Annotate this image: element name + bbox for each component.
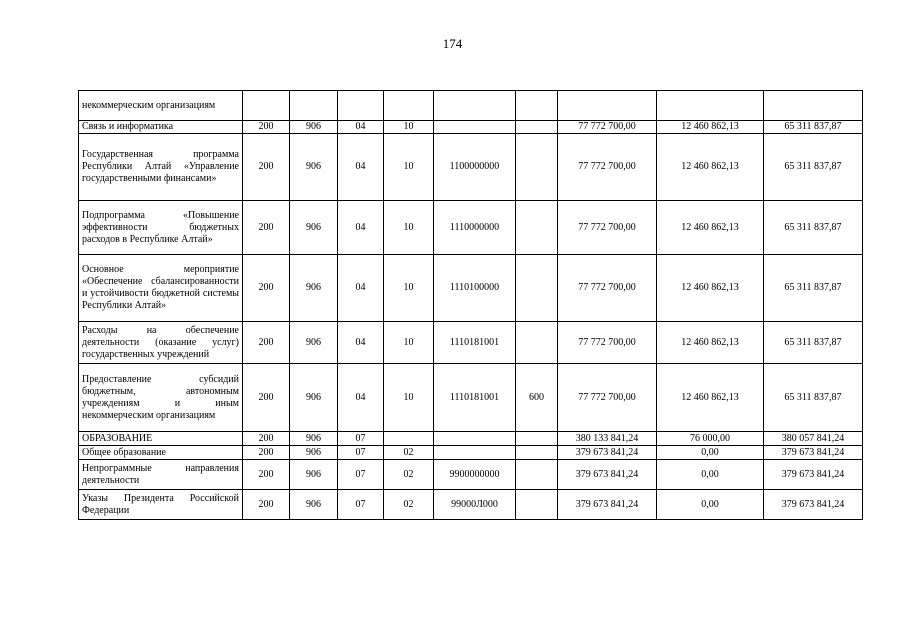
- table-row: [79, 322, 863, 364]
- row-value-cell: [516, 490, 558, 520]
- row-value-cell: 77 772 700,00: [558, 134, 657, 201]
- row-value-cell: 12 460 862,13: [657, 134, 764, 201]
- row-value-cell: [434, 121, 516, 134]
- row-value-cell: 65 311 837,87: [764, 134, 863, 201]
- row-name-cell: Расходы на обеспечение деятельности (оказание услуг) государственных учреждений: [79, 322, 243, 364]
- row-value-cell: 10: [384, 322, 434, 364]
- row-value-cell: 200: [243, 432, 290, 446]
- row-value-cell: 906: [290, 432, 338, 446]
- row-value-cell: 04: [338, 134, 384, 201]
- table-row: [79, 364, 863, 432]
- row-value-cell: [290, 91, 338, 121]
- row-value-cell: 77 772 700,00: [558, 364, 657, 432]
- row-value-cell: 65 311 837,87: [764, 255, 863, 322]
- table-row: [79, 460, 863, 490]
- row-value-cell: 906: [290, 121, 338, 134]
- row-value-cell: 200: [243, 364, 290, 432]
- row-value-cell: 76 000,00: [657, 432, 764, 446]
- row-value-cell: 906: [290, 446, 338, 460]
- row-value-cell: [516, 91, 558, 121]
- row-value-cell: 380 057 841,24: [764, 432, 863, 446]
- row-value-cell: 200: [243, 121, 290, 134]
- table-row: [79, 432, 863, 446]
- row-value-cell: 04: [338, 255, 384, 322]
- row-value-cell: 04: [338, 121, 384, 134]
- row-value-cell: [764, 91, 863, 121]
- row-value-cell: 380 133 841,24: [558, 432, 657, 446]
- row-name-cell: Предоставление субсидий бюджетным, автономным учреждениям и иным некоммерческим организациям: [79, 364, 243, 432]
- page-number: 174: [442, 36, 463, 51]
- row-value-cell: 200: [243, 460, 290, 490]
- row-value-cell: 0,00: [657, 460, 764, 490]
- row-value-cell: 379 673 841,24: [558, 490, 657, 520]
- row-value-cell: 02: [384, 490, 434, 520]
- row-value-cell: [243, 91, 290, 121]
- row-name-cell: некоммерческим организациям: [79, 91, 243, 121]
- table-row: [79, 201, 863, 255]
- table-body: [79, 91, 863, 520]
- row-value-cell: 65 311 837,87: [764, 121, 863, 134]
- row-value-cell: 379 673 841,24: [558, 460, 657, 490]
- row-value-cell: [434, 91, 516, 121]
- row-value-cell: 906: [290, 322, 338, 364]
- row-name-cell: Связь и информатика: [79, 121, 243, 134]
- row-value-cell: 906: [290, 490, 338, 520]
- row-value-cell: 9900000000: [434, 460, 516, 490]
- row-value-cell: 07: [338, 490, 384, 520]
- row-value-cell: [516, 432, 558, 446]
- row-value-cell: [434, 446, 516, 460]
- row-value-cell: 07: [338, 432, 384, 446]
- row-value-cell: 200: [243, 490, 290, 520]
- row-name-cell: Указы Президента Российской Федерации: [79, 490, 243, 520]
- row-value-cell: 07: [338, 460, 384, 490]
- row-value-cell: 77 772 700,00: [558, 322, 657, 364]
- row-value-cell: [338, 91, 384, 121]
- row-value-cell: [516, 121, 558, 134]
- row-value-cell: [384, 91, 434, 121]
- row-value-cell: 02: [384, 460, 434, 490]
- row-value-cell: 200: [243, 255, 290, 322]
- row-value-cell: 07: [338, 446, 384, 460]
- row-value-cell: [516, 134, 558, 201]
- row-value-cell: [516, 446, 558, 460]
- row-value-cell: 906: [290, 134, 338, 201]
- row-name-cell: Общее образование: [79, 446, 243, 460]
- row-value-cell: 1110000000: [434, 201, 516, 255]
- row-value-cell: 12 460 862,13: [657, 255, 764, 322]
- row-value-cell: 99000Л000: [434, 490, 516, 520]
- row-value-cell: 906: [290, 364, 338, 432]
- row-value-cell: 200: [243, 322, 290, 364]
- table-row: [79, 446, 863, 460]
- table-row: [79, 255, 863, 322]
- row-value-cell: 906: [290, 201, 338, 255]
- row-value-cell: 10: [384, 364, 434, 432]
- row-value-cell: [657, 91, 764, 121]
- row-value-cell: 10: [384, 255, 434, 322]
- row-value-cell: 77 772 700,00: [558, 255, 657, 322]
- row-value-cell: 02: [384, 446, 434, 460]
- row-value-cell: 200: [243, 201, 290, 255]
- row-value-cell: 04: [338, 364, 384, 432]
- row-name-cell: Основное мероприятие «Обеспечение сбалансированности и устойчивости бюджетной системы Республики Алтай»: [79, 255, 243, 322]
- row-value-cell: 65 311 837,87: [764, 364, 863, 432]
- row-value-cell: 906: [290, 460, 338, 490]
- row-value-cell: 12 460 862,13: [657, 322, 764, 364]
- row-value-cell: [384, 432, 434, 446]
- row-value-cell: 200: [243, 134, 290, 201]
- row-value-cell: 1100000000: [434, 134, 516, 201]
- row-value-cell: 379 673 841,24: [764, 490, 863, 520]
- row-value-cell: 77 772 700,00: [558, 201, 657, 255]
- row-value-cell: [516, 322, 558, 364]
- row-name-cell: Непрограммные направления деятельности: [79, 460, 243, 490]
- row-value-cell: 77 772 700,00: [558, 121, 657, 134]
- table-row: [79, 121, 863, 134]
- row-value-cell: 200: [243, 446, 290, 460]
- row-value-cell: 379 673 841,24: [558, 446, 657, 460]
- row-name-cell: Государственная программа Республики Алтай «Управление государственными финансами»: [79, 134, 243, 201]
- row-value-cell: 10: [384, 121, 434, 134]
- row-value-cell: 04: [338, 201, 384, 255]
- row-name-cell: ОБРАЗОВАНИЕ: [79, 432, 243, 446]
- row-value-cell: 1110181001: [434, 322, 516, 364]
- table-row: [79, 490, 863, 520]
- row-value-cell: 65 311 837,87: [764, 322, 863, 364]
- row-value-cell: 1110181001: [434, 364, 516, 432]
- table-row: [79, 134, 863, 201]
- row-value-cell: 379 673 841,24: [764, 460, 863, 490]
- row-value-cell: 12 460 862,13: [657, 201, 764, 255]
- row-value-cell: 12 460 862,13: [657, 121, 764, 134]
- table-row: [79, 91, 863, 121]
- row-value-cell: 12 460 862,13: [657, 364, 764, 432]
- row-value-cell: [516, 255, 558, 322]
- row-value-cell: 10: [384, 201, 434, 255]
- row-value-cell: 600: [516, 364, 558, 432]
- row-value-cell: [434, 432, 516, 446]
- row-value-cell: [516, 460, 558, 490]
- row-name-cell: Подпрограмма «Повышение эффективности бюджетных расходов в Республике Алтай»: [79, 201, 243, 255]
- row-value-cell: [558, 91, 657, 121]
- row-value-cell: 04: [338, 322, 384, 364]
- row-value-cell: 0,00: [657, 446, 764, 460]
- row-value-cell: 10: [384, 134, 434, 201]
- row-value-cell: 0,00: [657, 490, 764, 520]
- row-value-cell: 65 311 837,87: [764, 201, 863, 255]
- row-value-cell: 1110100000: [434, 255, 516, 322]
- row-value-cell: 906: [290, 255, 338, 322]
- row-value-cell: 379 673 841,24: [764, 446, 863, 460]
- row-value-cell: [516, 201, 558, 255]
- budget-table: [78, 90, 863, 520]
